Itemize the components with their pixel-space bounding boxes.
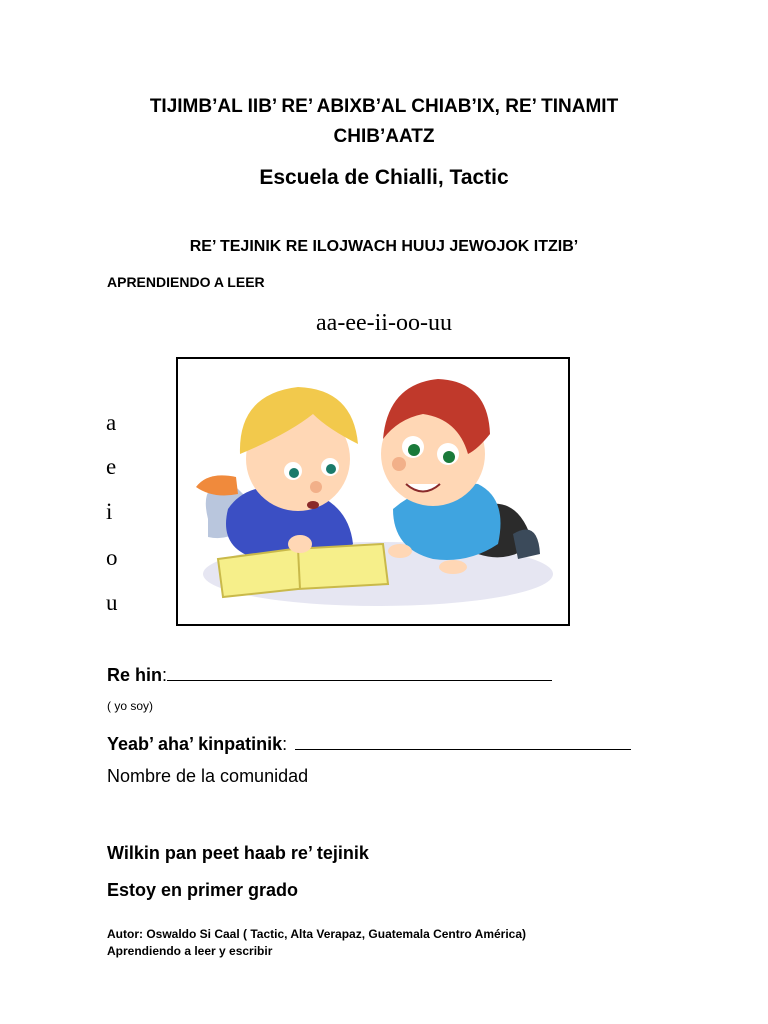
school-name: Escuela de Chialli, Tactic [259, 166, 509, 189]
vowel-o: o [106, 545, 118, 570]
left-child-mouth [307, 501, 319, 509]
name-label: Re hin [107, 665, 163, 685]
community-colon: : [282, 734, 288, 754]
right-child-hand2 [439, 560, 467, 574]
name-blank[interactable] [167, 662, 552, 681]
right-child-nose [392, 457, 406, 471]
name-hint: ( yo soy) [107, 699, 154, 713]
vowel-e: e [106, 454, 117, 479]
name-line [107, 662, 552, 686]
subtitle: RE’ TEJINIK RE ILOJWACH HUUJ JEWOJOK ITZIB’ [189, 238, 579, 255]
header-title-line1: TIJIMB’AL IIB’ RE’ ABIXB’AL CHIAB’IX, RE’ TINAMIT [149, 96, 619, 117]
community-hint: Nombre de la comunidad [107, 766, 309, 786]
grade-line2: Estoy en primer grado [107, 880, 299, 900]
footer-author: Autor: Oswaldo Si Caal ( Tactic, Alta Verapaz, Guatemala Centro América) [107, 927, 527, 941]
left-child-hand [288, 535, 312, 553]
children-reading-illustration [178, 359, 568, 624]
vowel-i: i [106, 499, 113, 524]
illustration-frame [176, 357, 570, 626]
left-child-nose [310, 481, 322, 493]
vowel-sequence: aa-ee-ii-oo-uu [316, 310, 452, 336]
left-child-shoe [196, 475, 238, 495]
vowel-u: u [106, 590, 118, 615]
right-child-hand [388, 544, 412, 558]
community-blank[interactable] [295, 731, 631, 750]
grade-line1: Wilkin pan peet haab re’ tejinik [107, 843, 369, 863]
header-title-line2: CHIB’AATZ [333, 126, 435, 147]
vowel-a: a [106, 410, 117, 435]
community-line [107, 731, 631, 755]
community-label: Yeab’ aha’ kinpatinik [107, 734, 283, 754]
name-colon: : [162, 665, 168, 685]
learning-label: APRENDIENDO A LEER [107, 274, 265, 290]
footer-note: Aprendiendo a leer y escribir [107, 944, 273, 958]
